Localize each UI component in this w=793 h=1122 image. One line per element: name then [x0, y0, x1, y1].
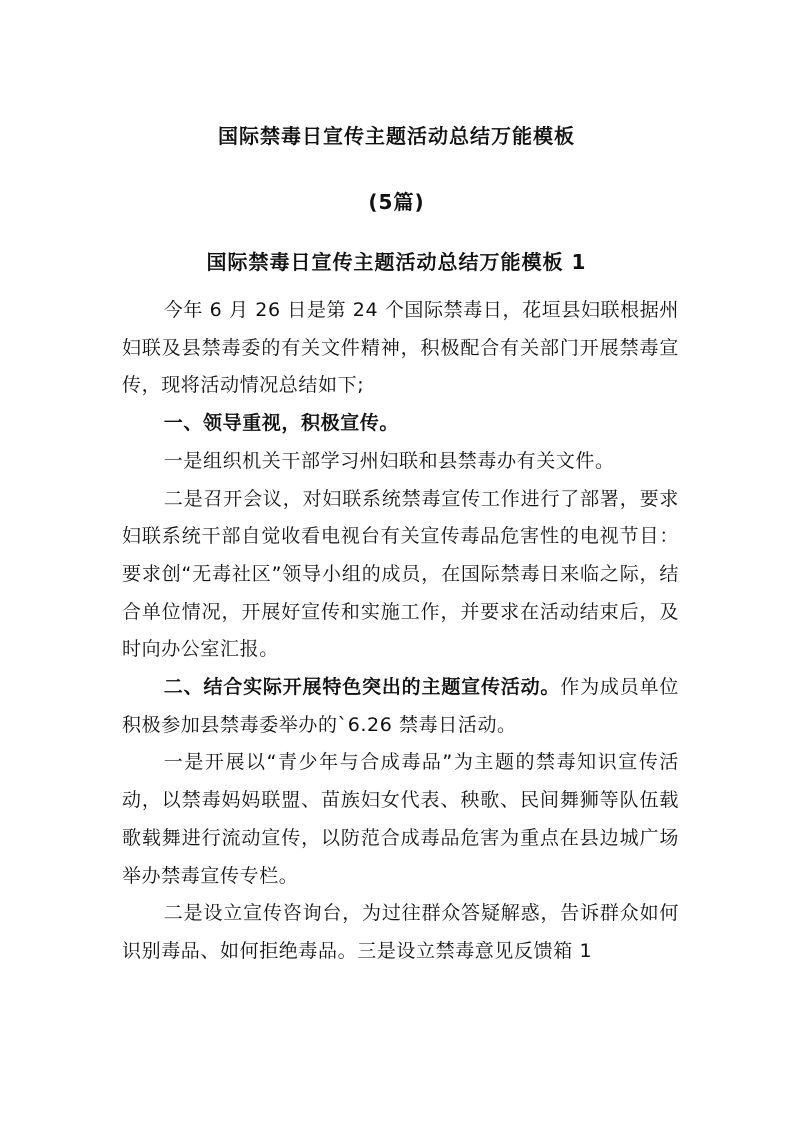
heading-2-continuation: 作为成员单位积极参加县禁毒委举办的`6.26 禁毒日活动。: [122, 676, 679, 736]
paragraph-meeting: 二是召开会议，对妇联系统禁毒宣传工作进行了部署，要求妇联系统干部自觉收看电视台有关宣传毒品危害性的电视节目：要求创“无毒社区”领导小组的成员，在国际禁毒日来临之际，结合单位情况，开展好宣传和实施工作，并要求在活动结束后，及时向办公室汇报。: [122, 487, 679, 661]
heading-2: 二、结合实际开展特色突出的主题宣传活动。: [163, 676, 561, 699]
paragraph-study: 一是组织机关干部学习州妇联和县禁毒办有关文件。: [163, 449, 615, 472]
paragraph-knowledge: 一是开展以“青少年与合成毒品”为主题的禁毒知识宣传活动，以禁毒妈妈联盟、苗族妇女代表、秧歌、民间舞狮等队伍载歌载舞进行流动宣传，以防范合成毒品危害为重点在县边城广场举办禁毒宣传专栏。: [122, 751, 679, 887]
paragraph-intro: 今年 6 月 26 日是第 24 个国际禁毒日，花垣县妇联根据州妇联及县禁毒委的有关文件精神，积极配合有关部门开展禁毒宣传，现将活动情况总结如下;: [122, 299, 679, 397]
document-body: [122, 292, 679, 971]
document-title: 国际禁毒日宣传主题活动总结万能模板: [218, 124, 575, 148]
section-title: 国际禁毒日宣传主题活动总结万能模板 1: [206, 250, 587, 274]
heading-1: 一、领导重视，积极宣传。: [163, 412, 399, 435]
paragraph-consult: 二是设立宣传咨询台，为过往群众答疑解惑，告诉群众如何识别毒品、如何拒绝毒品。三是设立禁毒意见反馈箱 1: [122, 902, 679, 962]
document-subtitle: (5篇): [368, 190, 425, 214]
paragraph-theme-activity: [122, 669, 679, 744]
